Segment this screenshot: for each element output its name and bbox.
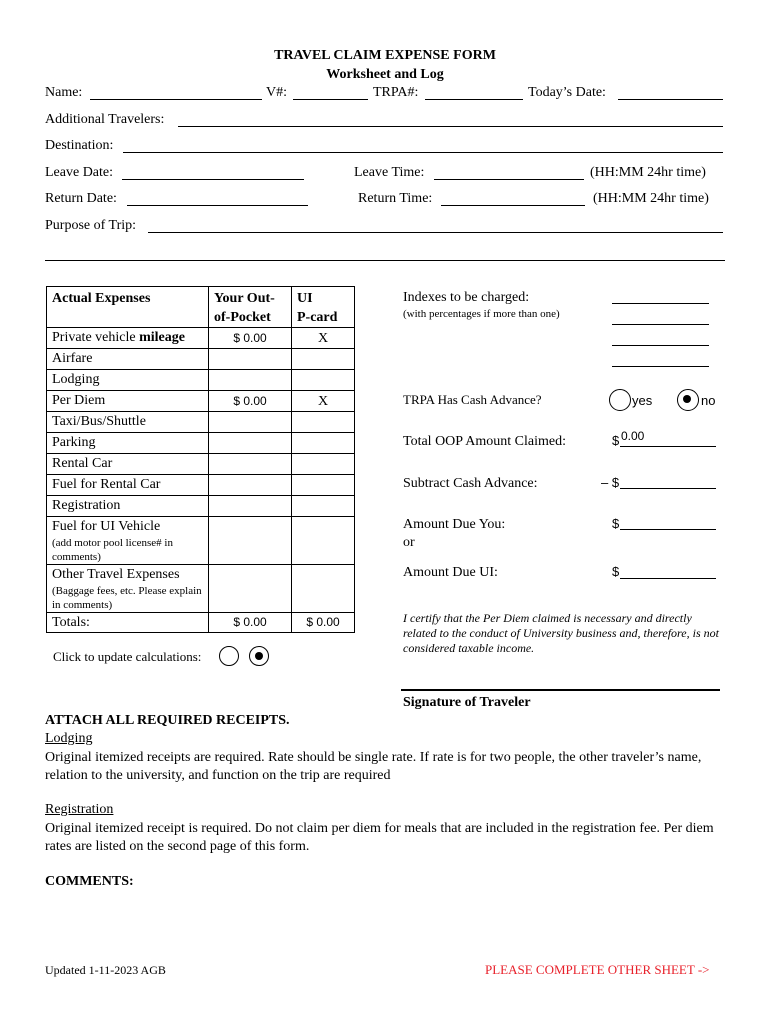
index-field-1[interactable] xyxy=(612,303,709,304)
destination-field[interactable] xyxy=(123,152,723,153)
cash-advance-no-label: no xyxy=(701,393,716,408)
total-oop-value: 0.00 xyxy=(621,429,645,443)
table-header-row xyxy=(47,287,355,328)
table-row xyxy=(47,517,355,565)
return-time-label: Return Time: xyxy=(358,191,433,206)
purpose-label: Purpose of Trip: xyxy=(45,218,137,233)
certify-statement: I certify that the Per Diem claimed is necessary and directly related to the conduct of University business and, therefore, is not considered taxable income. xyxy=(403,611,719,655)
index-field-4[interactable] xyxy=(612,366,709,367)
rental-car-pcard-cell[interactable] xyxy=(292,454,355,475)
index-field-3[interactable] xyxy=(612,345,709,346)
row-label-fuel-ui: Fuel for UI Vehicle (add motor pool license# in comments) xyxy=(47,517,209,565)
other-oop-cell[interactable] xyxy=(209,565,292,613)
return-date-label: Return Date: xyxy=(45,191,117,206)
trpa-field[interactable] xyxy=(425,99,523,100)
amount-due-ui-dollar: $ xyxy=(612,564,620,579)
leave-time-hint: (HH:MM 24hr time) xyxy=(590,165,706,180)
form-title: TRAVEL CLAIM EXPENSE FORM xyxy=(274,48,496,63)
amount-due-you-field[interactable] xyxy=(620,529,716,530)
row-label-taxi: Taxi/Bus/Shuttle xyxy=(47,412,209,433)
leave-date-label: Leave Date: xyxy=(45,165,114,180)
updated-note: Updated 1-11-2023 AGB xyxy=(45,963,166,977)
table-row xyxy=(47,565,355,613)
total-oop-label: Total OOP Amount Claimed: xyxy=(403,434,566,449)
amount-due-you-dollar: $ xyxy=(612,516,620,531)
table-row xyxy=(47,454,355,475)
fuel-ui-note: (add motor pool license# in comments) xyxy=(52,537,173,563)
cash-advance-yes-label: yes xyxy=(632,393,653,408)
parking-oop-cell[interactable] xyxy=(209,433,292,454)
perdiem-oop-value: $ 0.00 xyxy=(209,391,292,412)
header-actual-expenses: Actual Expenses xyxy=(47,287,209,328)
complete-other-sheet-notice: PLEASE COMPLETE OTHER SHEET -> xyxy=(485,962,710,977)
row-label-rental-car: Rental Car xyxy=(47,454,209,475)
purpose-field[interactable] xyxy=(148,232,723,233)
cash-advance-no-radio[interactable] xyxy=(677,389,699,411)
table-row xyxy=(47,475,355,496)
totals-pcard-value: $ 0.00 xyxy=(292,613,355,633)
taxi-pcard-cell[interactable] xyxy=(292,412,355,433)
trpa-label: TRPA#: xyxy=(373,85,419,100)
lodging-pcard-cell[interactable] xyxy=(292,370,355,391)
taxi-oop-cell[interactable] xyxy=(209,412,292,433)
table-row xyxy=(47,412,355,433)
table-row xyxy=(47,349,355,370)
additional-travelers-label: Additional Travelers: xyxy=(45,112,165,127)
row-label-fuel-rental: Fuel for Rental Car xyxy=(47,475,209,496)
signature-label: Signature of Traveler xyxy=(403,695,531,710)
name-field[interactable] xyxy=(90,99,262,100)
subtract-advance-dollar: – $ xyxy=(601,475,620,490)
total-oop-field[interactable] xyxy=(620,446,716,447)
parking-pcard-cell[interactable] xyxy=(292,433,355,454)
purpose-field-line2[interactable] xyxy=(45,260,725,261)
update-calc-radio-off[interactable] xyxy=(219,646,239,666)
leave-time-label: Leave Time: xyxy=(354,165,425,180)
cash-advance-label: TRPA Has Cash Advance? xyxy=(403,392,542,407)
subtract-advance-field[interactable] xyxy=(620,488,716,489)
row-label-lodging: Lodging xyxy=(47,370,209,391)
table-row xyxy=(47,433,355,454)
destination-label: Destination: xyxy=(45,138,114,153)
totals-row xyxy=(47,613,355,633)
vnum-label: V#: xyxy=(266,85,287,100)
or-label: or xyxy=(403,535,415,550)
cash-advance-yes-radio[interactable] xyxy=(609,389,631,411)
totals-oop-value: $ 0.00 xyxy=(209,613,292,633)
lodging-text: Original itemized receipts are required. Rate should be single rate. If rate is for two people, the other traveler’s name, relation to the university, and function on the trip are required xyxy=(45,750,702,783)
return-time-hint: (HH:MM 24hr time) xyxy=(593,191,709,206)
table-row xyxy=(47,496,355,517)
mileage-oop-value: $ 0.00 xyxy=(209,328,292,349)
airfare-pcard-cell[interactable] xyxy=(292,349,355,370)
comments-label: COMMENTS: xyxy=(45,874,134,889)
table-row xyxy=(47,391,355,412)
amount-due-ui-label: Amount Due UI: xyxy=(403,565,498,580)
registration-title: Registration xyxy=(45,802,114,817)
index-field-2[interactable] xyxy=(612,324,709,325)
mileage-pcard-value: X xyxy=(292,328,355,349)
row-label-totals: Totals: xyxy=(47,613,209,633)
today-date-label: Today’s Date: xyxy=(528,85,606,100)
perdiem-pcard-value: X xyxy=(292,391,355,412)
fuel-ui-oop-cell[interactable] xyxy=(209,517,292,565)
row-label-other: Other Travel Expenses (Baggage fees, etc. Please explain in comments) xyxy=(47,565,209,613)
leave-time-field[interactable] xyxy=(434,179,584,180)
today-date-field[interactable] xyxy=(618,99,723,100)
name-label: Name: xyxy=(45,85,83,100)
row-label-perdiem: Per Diem xyxy=(47,391,209,412)
amount-due-you-label: Amount Due You: xyxy=(403,517,506,532)
total-oop-dollar: $ xyxy=(612,433,620,448)
update-calc-radio-on[interactable] xyxy=(249,646,269,666)
header-out-of-pocket: Your Out- of-Pocket xyxy=(209,287,292,328)
header-pcard: UI P-card xyxy=(292,287,355,328)
indexes-note: (with percentages if more than one) xyxy=(403,308,560,320)
lodging-oop-cell[interactable] xyxy=(209,370,292,391)
additional-travelers-field[interactable] xyxy=(178,126,723,127)
expenses-table xyxy=(46,286,355,633)
indexes-label: Indexes to be charged: xyxy=(403,290,530,305)
signature-line[interactable] xyxy=(401,689,720,691)
fuel-ui-pcard-cell[interactable] xyxy=(292,517,355,565)
return-time-field[interactable] xyxy=(441,205,585,206)
vnum-field[interactable] xyxy=(293,99,368,100)
rental-car-oop-cell[interactable] xyxy=(209,454,292,475)
row-label-mileage: Private vehicle mileage xyxy=(47,328,209,349)
fuel-rental-oop-cell[interactable] xyxy=(209,475,292,496)
return-date-field[interactable] xyxy=(127,205,308,206)
registration-pcard-cell[interactable] xyxy=(292,496,355,517)
form-subtitle: Worksheet and Log xyxy=(326,67,444,82)
registration-text: Original itemized receipt is required. Do not claim per diem for meals that are included in the registration fee. Per diem rates are listed on the second page of this form. xyxy=(45,821,714,854)
airfare-oop-cell[interactable] xyxy=(209,349,292,370)
row-label-airfare: Airfare xyxy=(47,349,209,370)
registration-oop-cell[interactable] xyxy=(209,496,292,517)
lodging-title: Lodging xyxy=(45,731,93,746)
table-row xyxy=(47,370,355,391)
subtract-advance-label: Subtract Cash Advance: xyxy=(403,476,538,491)
row-label-parking: Parking xyxy=(47,433,209,454)
other-note: (Baggage fees, etc. Please explain in comments) xyxy=(52,585,202,611)
table-row xyxy=(47,328,355,349)
receipts-heading: ATTACH ALL REQUIRED RECEIPTS. xyxy=(45,713,290,728)
row-label-registration: Registration xyxy=(47,496,209,517)
amount-due-ui-field[interactable] xyxy=(620,578,716,579)
fuel-rental-pcard-cell[interactable] xyxy=(292,475,355,496)
update-calculations-label: Click to update calculations: xyxy=(53,649,202,664)
other-pcard-cell[interactable] xyxy=(292,565,355,613)
leave-date-field[interactable] xyxy=(122,179,304,180)
